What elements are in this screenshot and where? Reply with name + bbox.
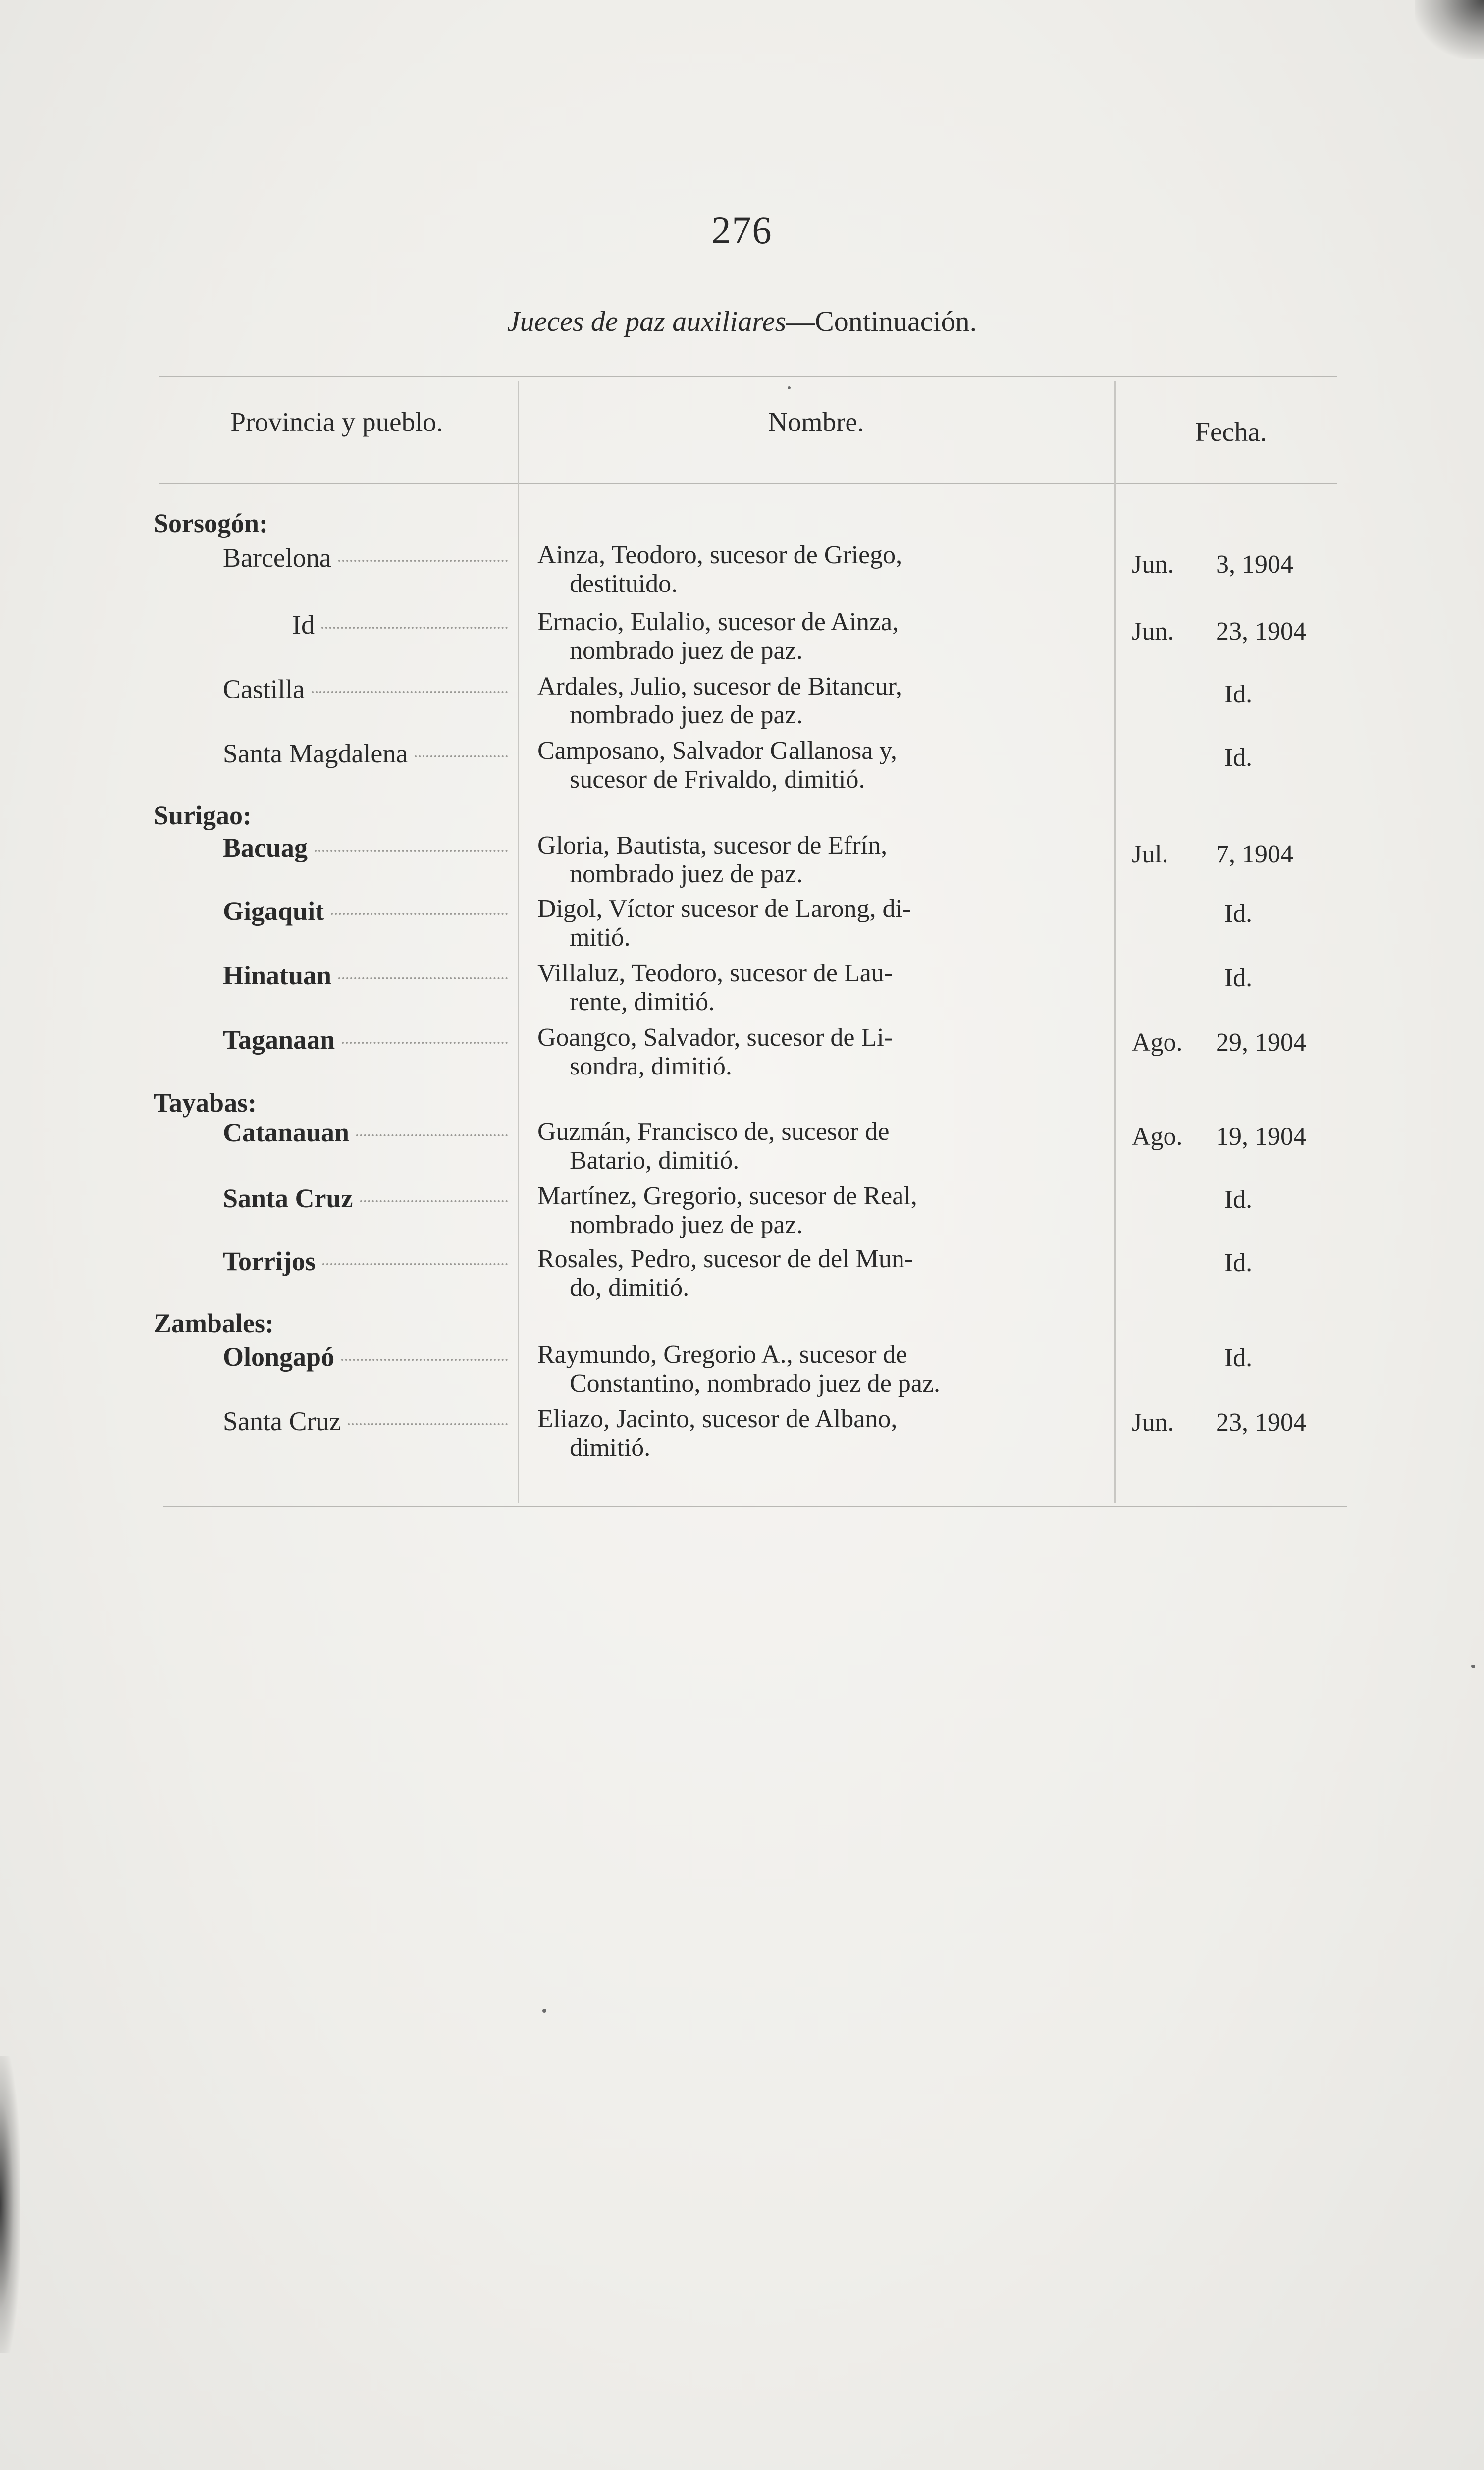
table-row-date: Ago. 29, 1904 bbox=[1132, 1028, 1306, 1057]
table-row-town: Catanauan bbox=[223, 1117, 508, 1148]
table-row-town: Santa Cruz bbox=[223, 1183, 508, 1214]
table-row-town: Gigaquit bbox=[223, 896, 508, 926]
table-row-town: Torrijos bbox=[223, 1246, 508, 1277]
caption-title: Jueces de paz auxiliares bbox=[507, 305, 787, 337]
header-name: Nombre. bbox=[768, 407, 864, 437]
table-row-date: Jun. 23, 1904 bbox=[1132, 1408, 1306, 1437]
table-row-name: Raymundo, Gregorio A., sucesor de Constantino, nombrado juez de paz. bbox=[537, 1341, 941, 1397]
table-row-name: Villaluz, Teodoro, sucesor de Lau- rente, dimitió. bbox=[537, 959, 893, 1016]
table-row-name: Martínez, Gregorio, sucesor de Real, nombrado juez de paz. bbox=[537, 1182, 917, 1239]
table-row-town: Olongapó bbox=[223, 1342, 508, 1372]
table-row-name: Rosales, Pedro, sucesor de del Mun- do, dimitió. bbox=[537, 1245, 913, 1302]
province-heading: Tayabas: bbox=[154, 1088, 257, 1118]
table-row-name: Eliazo, Jacinto, sucesor de Albano, dimitió. bbox=[537, 1405, 898, 1462]
table-top-rule bbox=[159, 376, 1337, 377]
table-row-date: Id. bbox=[1224, 1249, 1253, 1277]
page-edge-shadow bbox=[1415, 0, 1484, 59]
table-row-name: Ardales, Julio, sucesor de Bitancur, nombrado juez de paz. bbox=[537, 672, 902, 729]
scan-speck bbox=[542, 2009, 546, 2013]
column-divider bbox=[1114, 381, 1116, 1503]
scan-speck bbox=[1471, 1665, 1475, 1668]
header-province: Provincia y pueblo. bbox=[230, 407, 443, 437]
table-row-date: Id. bbox=[1224, 900, 1253, 928]
caption-continuation: —Continuación. bbox=[786, 305, 977, 337]
page-edge-shadow-left bbox=[0, 2056, 20, 2353]
table-row-town: Bacuag bbox=[223, 832, 508, 863]
table-row-name: Guzmán, Francisco de, sucesor de Batario, dimitió. bbox=[537, 1118, 890, 1175]
table-row-date: Id. bbox=[1224, 680, 1253, 708]
table-row-date: Jun. 23, 1904 bbox=[1132, 617, 1306, 645]
table-row-date: Jun. 3, 1904 bbox=[1132, 550, 1293, 579]
table-header-rule bbox=[159, 483, 1337, 484]
table-row-name: Ernacio, Eulalio, sucesor de Ainza, nombrado juez de paz. bbox=[537, 608, 899, 665]
page-number: 276 bbox=[711, 209, 773, 252]
table-row-town: Santa Magdalena bbox=[223, 738, 508, 769]
table-row-date: Id. bbox=[1224, 1185, 1253, 1214]
table-row-name: Gloria, Bautista, sucesor de Efrín, nombrado juez de paz. bbox=[537, 831, 888, 888]
table-row-date: Jul. 7, 1904 bbox=[1132, 840, 1293, 868]
column-divider bbox=[518, 381, 519, 1503]
table-row-date: Id. bbox=[1224, 964, 1253, 992]
table-row-name: Digol, Víctor sucesor de Larong, di- mitió. bbox=[537, 895, 911, 952]
province-heading: Sorsogón: bbox=[154, 508, 268, 538]
table-row-town: Id bbox=[292, 609, 508, 640]
province-heading: Zambales: bbox=[154, 1308, 274, 1338]
table-row-name: Ainza, Teodoro, sucesor de Griego, destituido. bbox=[537, 541, 902, 598]
table-caption bbox=[0, 305, 1484, 338]
table-row-town: Hinatuan bbox=[223, 960, 508, 991]
table-row-date: Id. bbox=[1224, 744, 1253, 772]
scan-speck bbox=[788, 386, 791, 389]
table-row-town: Santa Cruz bbox=[223, 1406, 508, 1437]
table-row-date: Ago. 19, 1904 bbox=[1132, 1123, 1306, 1151]
header-date: Fecha. bbox=[1195, 417, 1267, 447]
table-row-date: Id. bbox=[1224, 1344, 1253, 1372]
province-heading: Surigao: bbox=[154, 801, 252, 830]
table-row-name: Camposano, Salvador Gallanosa y, sucesor de Frivaldo, dimitió. bbox=[537, 737, 897, 794]
table-row-town: Castilla bbox=[223, 674, 508, 704]
table-row-town: Taganaan bbox=[223, 1024, 508, 1055]
table-row-town: Barcelona bbox=[223, 542, 508, 573]
table-bottom-rule bbox=[163, 1506, 1347, 1507]
table-row-name: Goangco, Salvador, sucesor de Li- sondra, dimitió. bbox=[537, 1023, 893, 1080]
